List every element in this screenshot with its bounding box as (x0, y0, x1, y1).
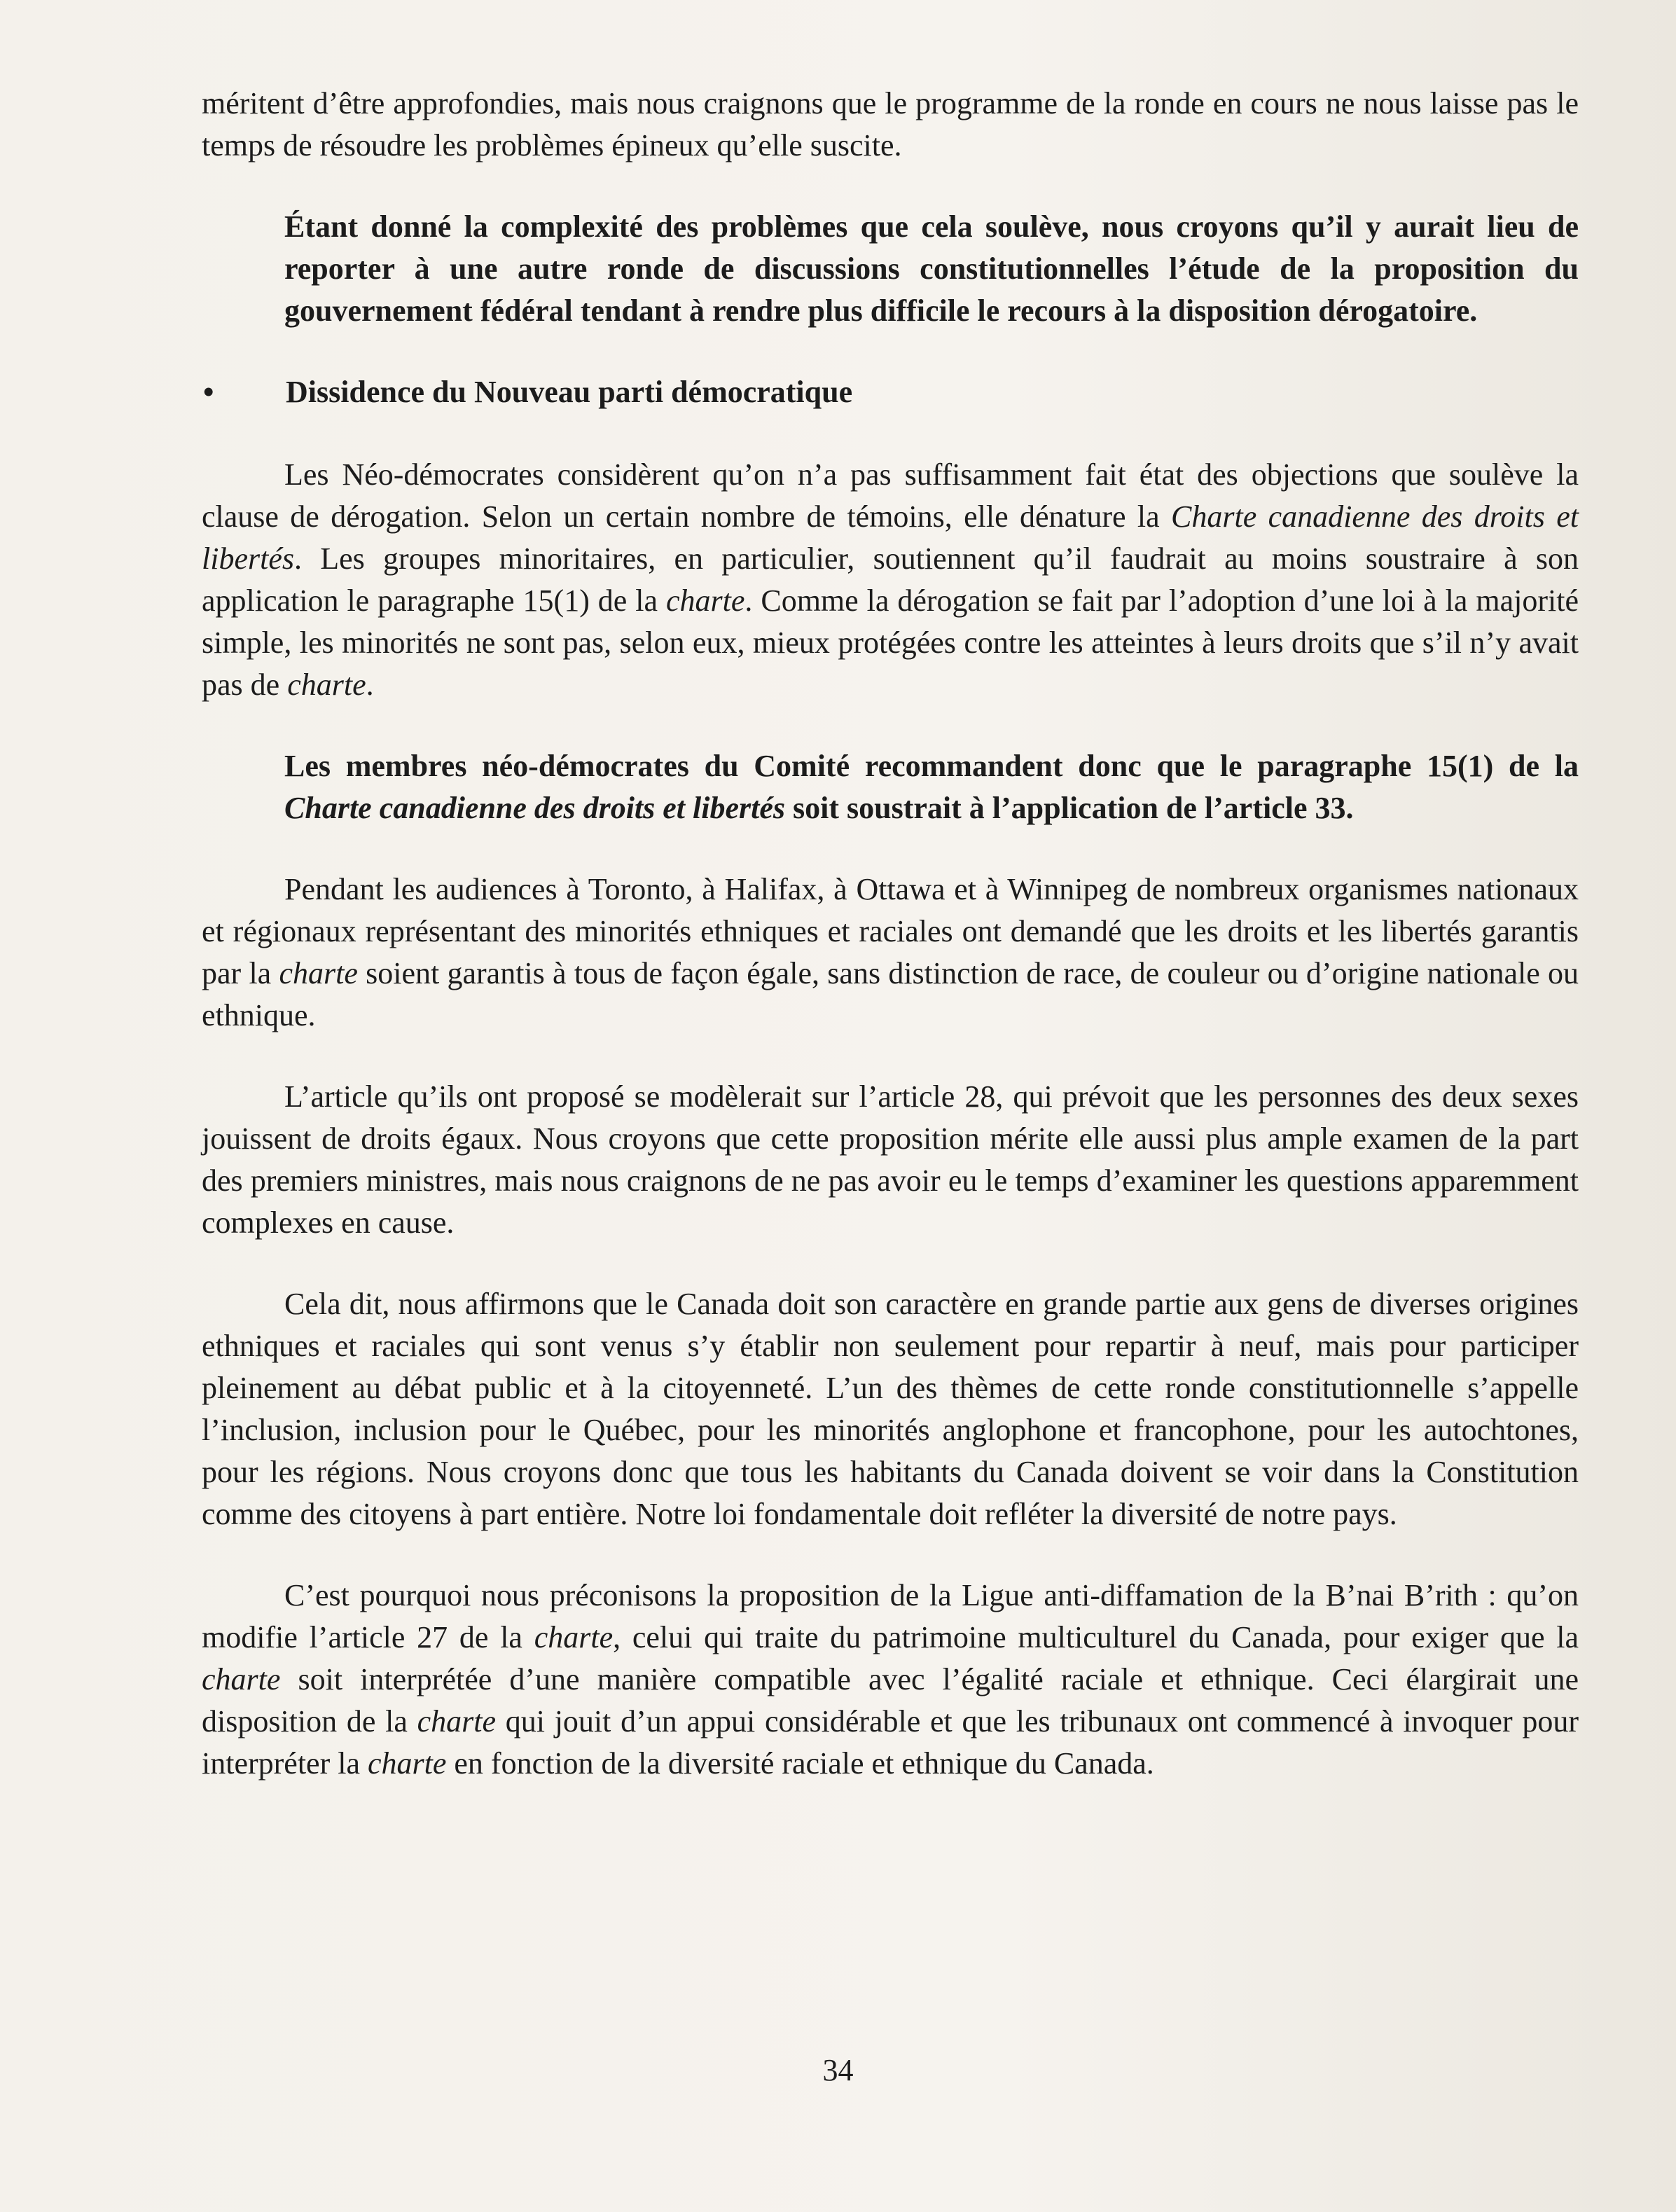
section-heading-text: Dissidence du Nouveau parti démocratique (286, 375, 853, 409)
paragraph-article-27: C’est pourquoi nous préconisons la proposition de la Ligue anti-diffamation de la B’nai B’rith : qu’on modifie l’article 27 de la charte, celui qui traite du patrimoine multiculturel du Canada, pour exiger que la charte soit interprétée d’une manière compatible avec l’égalité raciale et ethnique. Ceci élargirait une disposition de la charte qui jouit d’un appui considérable et que les tribunaux ont commencé à invoquer pour interpréter la charte en fonction de la diversité raciale et ethnique du Canada. (202, 1578, 1579, 1781)
recommendation-notwithstanding: Étant donné la complexité des problèmes que cela soulève, nous croyons qu’il y aurait lieu de reporter à une autre ronde de discussions constitutionnelles l’étude de la proposition du gouvernement fédéral tendant à rendre plus difficile le recours à la disposition dérogatoire. (284, 209, 1579, 328)
document-body (202, 83, 1579, 1785)
section-heading (202, 371, 1579, 413)
page-number: 34 (822, 2053, 854, 2087)
bullet-icon: • (203, 375, 214, 409)
paragraph-inclusion: Cela dit, nous affirmons que le Canada doit son caractère en grande partie aux gens de diverses origines ethniques et raciales qui sont venus s’y établir non seulement pour repartir à neuf, mais pour participer pleinement au débat public et à la citoyenneté. L’un des thèmes de cette ronde constitutionnelle s’appelle l’inclusion, inclusion pour le Québec, pour les minorités anglophone et francophone, pour les autochtones, pour les régions. Nous croyons donc que tous les habitants du Canada doivent se voir dans la Constitution comme des citoyens à part entière. Notre loi fondamentale doit refléter la diversité de notre pays. (202, 1287, 1579, 1531)
paragraph-hearings: Pendant les audiences à Toronto, à Halifax, à Ottawa et à Winnipeg de nombreux organismes nationaux et régionaux représentant des minorités ethniques et raciales ont demandé que les droits et les libertés garantis par la charte soient garantis à tous de façon égale, sans distinction de race, de couleur ou d’origine nationale ou ethnique. (202, 872, 1579, 1032)
paragraph-intro: méritent d’être approfondies, mais nous craignons que le programme de la ronde en cours ne nous laisse pas le temps de résoudre les problèmes épineux qu’elle suscite. (202, 86, 1579, 163)
paragraph-ndp-dissent: Les Néo-démocrates considèrent qu’on n’a pas suffisamment fait état des objections que soulève la clause de dérogation. Selon un certain nombre de témoins, elle dénature la Charte canadienne des droits et libertés. Les groupes minoritaires, en particulier, soutiennent qu’il faudrait au moins soustraire à son application le paragraphe 15(1) de la charte. Comme la dérogation se fait par l’adoption d’une loi à la majorité simple, les minorités ne sont pas, selon eux, mieux protégées contre les atteintes à leurs droits que s’il n’y avait pas de charte. (202, 457, 1579, 702)
recommendation-ndp: Les membres néo-démocrates du Comité recommandent donc que le paragraphe 15(1) de la Charte canadienne des droits et libertés soit soustrait à l’application de l’article 33. (284, 749, 1579, 825)
paragraph-article-28: L’article qu’ils ont proposé se modèlerait sur l’article 28, qui prévoit que les personnes des deux sexes jouissent de droits égaux. Nous croyons que cette proposition mérite elle aussi plus ample examen de la part des premiers ministres, mais nous craignons de ne pas avoir eu le temps d’examiner les questions apparemment complexes en cause. (202, 1079, 1579, 1240)
